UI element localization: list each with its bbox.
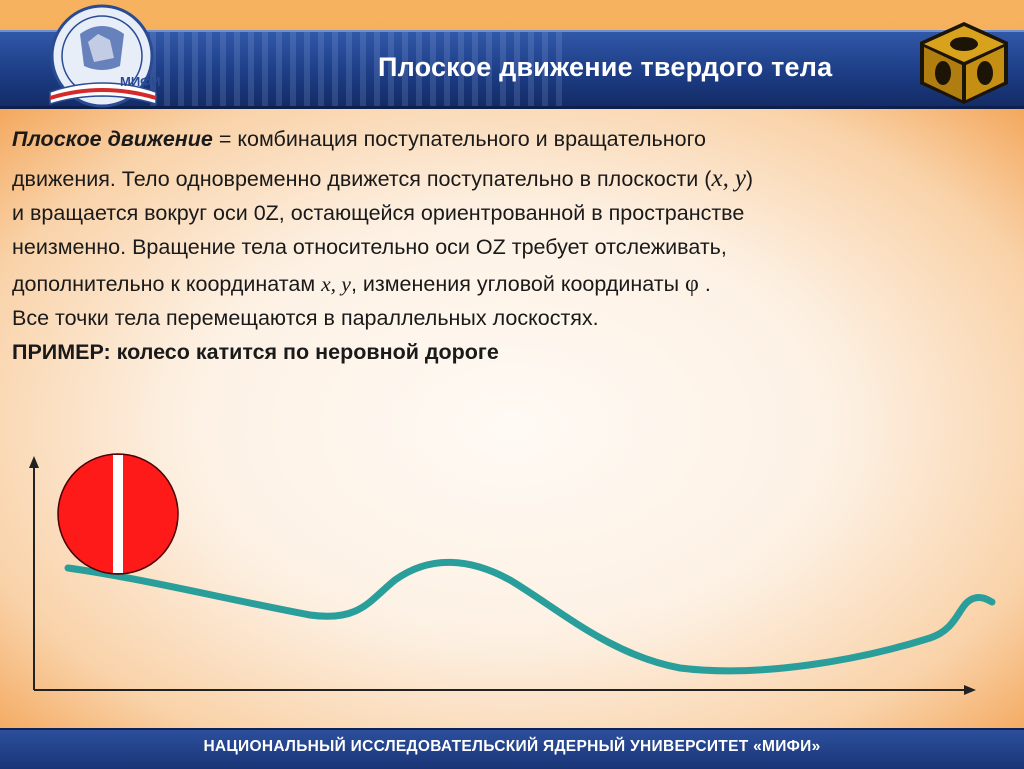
mephi-logo-icon xyxy=(40,4,164,112)
cube-logo-icon xyxy=(918,20,1010,106)
text-line-5-mid: , изменения угловой координаты xyxy=(350,272,686,296)
text-line-6: Все точки тела перемещаются в параллельных лоскостях. xyxy=(12,306,599,330)
example-line: ПРИМЕР: колесо катится по неровной дороге xyxy=(12,340,499,364)
text-line-2-pre: движения. Тело одновременно движется поступательно в плоскости ( xyxy=(12,167,712,191)
text-line-3: и вращается вокруг оси 0Z, остающейся ориентрованной в пространстве xyxy=(12,201,745,225)
var-y: y xyxy=(734,165,746,192)
wheel-spoke-marker xyxy=(113,455,123,573)
text-line-1-rest: = комбинация поступательного и вращательного xyxy=(212,127,706,151)
term-plane-motion: Плоское движение xyxy=(12,127,213,151)
text-line-5-pre: дополнительно к координатам xyxy=(12,272,322,296)
vars-xy: x, y xyxy=(321,272,351,296)
text-line-2 xyxy=(12,162,1012,196)
text-line-2-post: ) xyxy=(745,167,754,191)
x-axis-arrow-icon xyxy=(964,685,976,695)
footer-text: НАЦИОНАЛЬНЫЙ ИССЛЕДОВАТЕЛЬСКИЙ ЯДЕРНЫЙ УНИВЕРСИТЕТ «МИФИ» xyxy=(203,738,821,755)
text-line-1 xyxy=(12,122,1012,156)
slide-title: Плоское движение твердого тела xyxy=(378,52,833,82)
text-line-5-end: . xyxy=(698,272,711,296)
var-phi: φ xyxy=(685,271,699,297)
y-axis-arrow-icon xyxy=(29,456,39,468)
wheel xyxy=(58,454,178,574)
text-line-5 xyxy=(12,267,1012,301)
body-text xyxy=(12,122,1012,369)
logo-text: МИФИ xyxy=(120,74,161,89)
text-line-4: неизменно. Вращение тела относительно оси OZ требует отслеживать, xyxy=(12,235,727,259)
var-x: x, xyxy=(711,165,729,192)
wheel-on-road-diagram xyxy=(0,450,1024,710)
uneven-road xyxy=(68,562,992,670)
